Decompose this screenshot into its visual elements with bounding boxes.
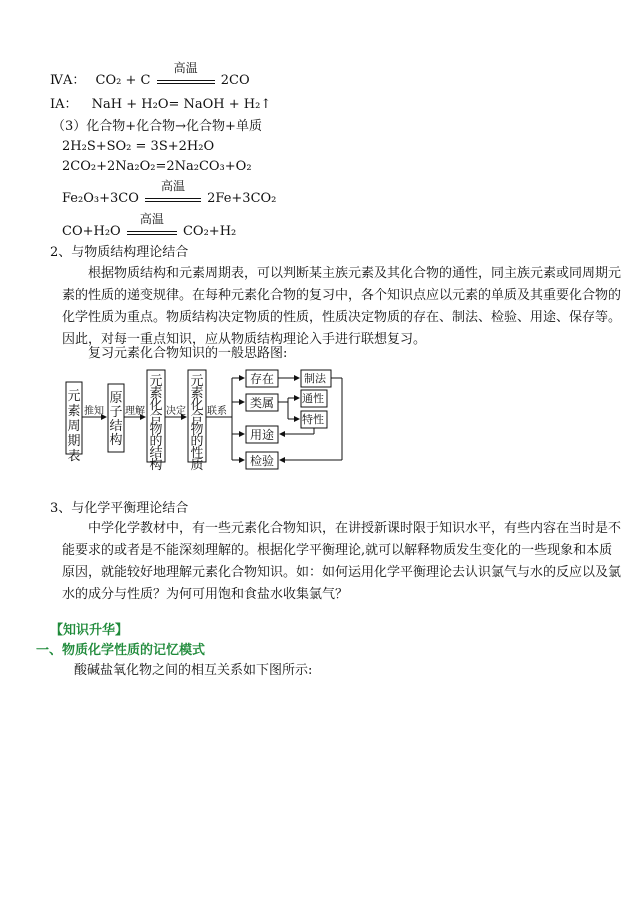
arrow-label-lijie: 理解 [125, 406, 145, 417]
arrow-label-jueding: 决定 [166, 406, 186, 417]
arrow-label-tuizhi: 推知 [84, 406, 104, 417]
eq-arrow [127, 212, 177, 235]
label-jianyan: 检验 [250, 454, 275, 468]
label-leishu: 类属 [250, 396, 275, 410]
eq-label: ⅣA： [50, 73, 86, 88]
equation-co-h2o [62, 212, 237, 241]
label-cunzai: 存在 [250, 372, 275, 386]
equation-iva [50, 61, 250, 90]
section-2-paragraph: 根据物质结构和元素周期表，可以判断某主族元素及其化合物的通性，同主族元素或同周期元素的性质的递变规律。在每种元素化合物的复习中，各个知识点应以元素的单质及其重要化合物的化学性质为重点。物质结构决定物质的性质，性质决定物质的存在、制法、检验、用途、保存等。因此，对每一重点知识，应从物质结构理论入手进行联想复习。 [62, 266, 622, 347]
equation-ia [50, 96, 271, 114]
section-3-paragraph: 中学化学教材中，有一些元素化合物知识，在讲授新课时限于知识水平，有些内容在当时是不能要求的或者是不能深刻理解的。根据化学平衡理论,就可以解释物质发生变化的一些现象和本质原因，就能较好地理解元素化合物知识。如：如何运用化学平衡理论去认识氯气与水的反应以及氯水的成分与性质？为何可用饱和食盐水收集氯气？ [62, 521, 622, 602]
eq-left: Fe₂O₃+3CO [62, 191, 139, 206]
eq-right: CO₂+H₂ [182, 224, 237, 239]
vertical-label-periodic-table: 元素周期表 [67, 389, 81, 464]
label-zhifa: 制法 [304, 372, 326, 385]
section-3-sub-title: （3）化合物+化合物→化合物+单质 [52, 119, 262, 134]
eq-right: 2Fe+3CO₂ [207, 191, 277, 206]
eq-condition: 高温 [173, 61, 198, 75]
eq-right: 2CO [220, 73, 250, 88]
eq-arrow [157, 61, 215, 84]
vertical-label-atomic-structure: 原子结构 [109, 391, 123, 448]
label-tongxing: 通性 [302, 392, 324, 405]
eq-condition: 高温 [139, 212, 164, 226]
vertical-label-compound-structure: 元素化合物的结构 [149, 374, 163, 473]
arrow-label-lianxi: 联系 [207, 406, 227, 417]
label-texing: 特性 [302, 413, 324, 426]
equation-h2s: 2H₂S+SO₂ = 3S+2H₂O [62, 139, 215, 154]
subsection-1-text: 酸碱盐氧化物之间的相互关系如下图所示: [74, 663, 313, 678]
knowledge-header: 【知识升华】 [50, 623, 129, 638]
eq-left: CO₂ + C [95, 73, 151, 88]
label-yongtu: 用途 [250, 428, 275, 442]
eq-condition: 高温 [160, 179, 185, 193]
vertical-label-compound-properties: 元素化合物的性质 [190, 374, 204, 473]
section-3-title: 3、与化学平衡理论结合 [50, 501, 189, 516]
diagram-intro: 复习元素化合物知识的一般思路图: [88, 346, 288, 361]
eq-text: NaH + H₂O= NaOH + H₂↑ [91, 97, 272, 112]
equation-fe2o3 [62, 179, 277, 208]
eq-left: CO+H₂O [62, 224, 121, 239]
eq-arrow [145, 179, 201, 202]
section-2-title: 2、与物质结构理论结合 [50, 245, 189, 260]
review-flow-diagram [0, 362, 640, 482]
subsection-1-title: 一、物质化学性质的记忆模式 [36, 643, 206, 658]
equation-na2o2: 2CO₂+2Na₂O₂=2Na₂CO₃+O₂ [62, 159, 252, 174]
eq-label: ⅠA： [50, 97, 78, 112]
